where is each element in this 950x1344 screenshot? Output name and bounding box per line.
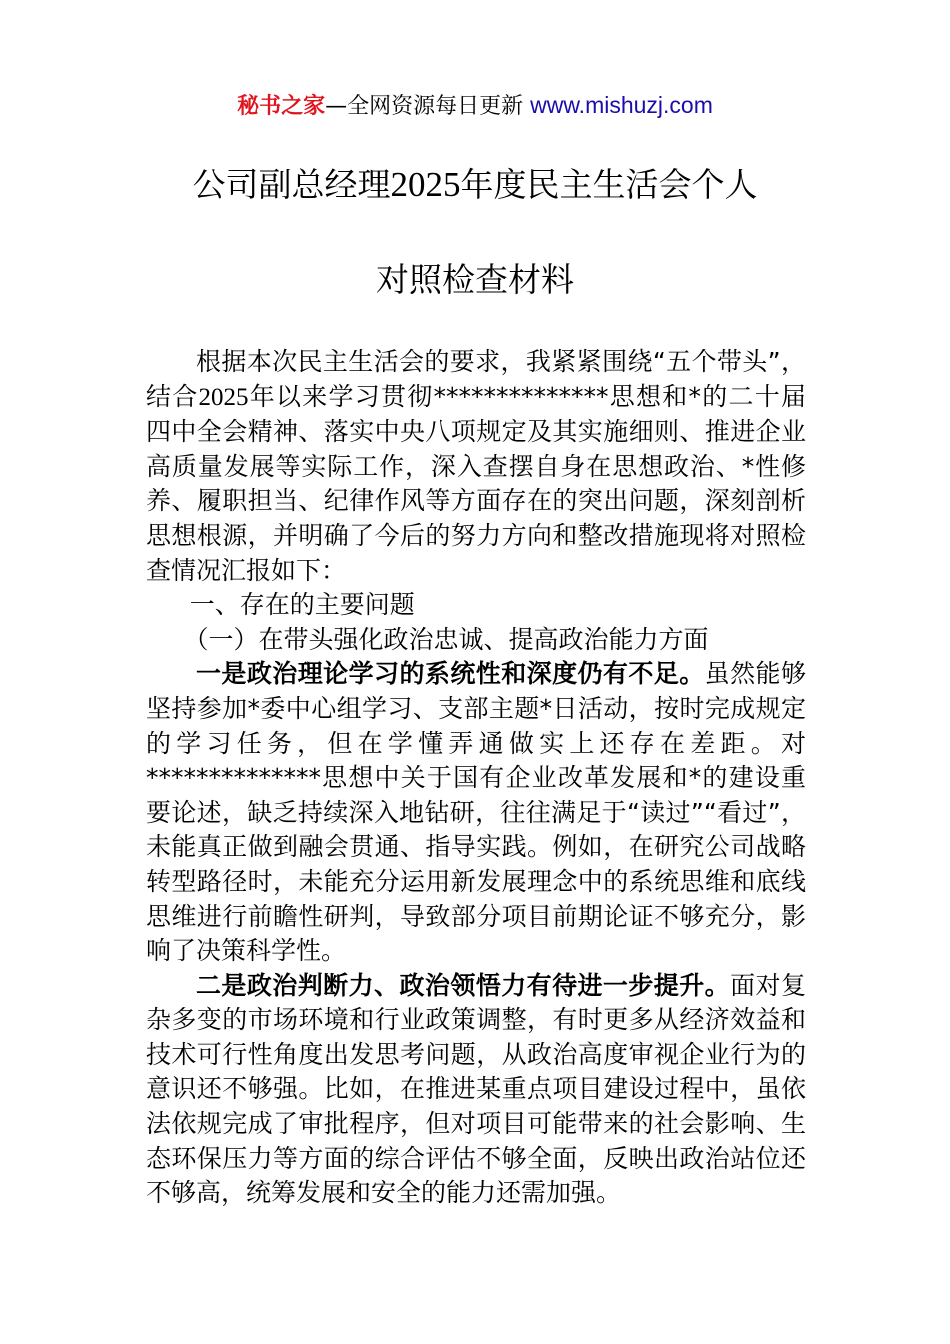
point-2-paragraph <box>146 969 806 1211</box>
site-link[interactable]: www.mishuzj.com <box>530 92 713 118</box>
header-tagline: —全网资源每日更新 <box>325 94 531 119</box>
point-2-lead: 二是政治判断力、政治领悟力有待进一步提升。 <box>196 970 731 1000</box>
document-title-line-2: 对照检查材料 <box>376 260 574 299</box>
intro-year: 2025 <box>198 383 249 411</box>
intro-part-2: 年以来学习贯彻**************思想和*的二十届四中全会精神、落实中央八项规定及其实施细则、推进企业高质量发展等实际工作，深入查摆自身在思想政治、*性修养、履职担当、纪律作风等方面存在的突出问题，深刻剖析思想根源，并明确了今后的努力方向和整改措施现将对照检查情况汇报如下： <box>146 381 806 585</box>
intro-part-1: 根据本次民主生活会的要求，我紧紧围绕“五个带头”，结合 <box>146 347 806 411</box>
title-year: 2025 <box>390 165 461 204</box>
section-heading-1: 一、存在的主要问题 <box>189 590 415 620</box>
site-header <box>0 88 950 124</box>
subsection-heading-1: （一）在带头强化政治忠诚、提高政治能力方面 <box>183 624 709 654</box>
brand-name: 秘书之家 <box>237 94 326 119</box>
title-prefix: 公司副总经理 <box>192 165 391 204</box>
point-1-lead: 一是政治理论学习的系统性和深度仍有不足。 <box>196 659 705 689</box>
point-1-paragraph <box>146 657 806 968</box>
document-title-line-1 <box>0 163 950 207</box>
point-1-text: 虽然能够坚持参加*委中心组学习、支部主题*日活动，按时完成规定的学习任务，但在学懂弄通做实上还存在差距。对**************思想中关于国有企业改革发展和*的建设重要论述，缺乏持续深入地钻研，往往满足于“读过”“看过”，未能真正做到融会贯通、指导实践。例如，在研究公司战略转型路径时，未能充分运用新发展理念中的系统思维和底线思维进行前瞻性研判，导致部分项目前期论证不够充分，影响了决策科学性。 <box>146 659 806 966</box>
intro-paragraph <box>146 345 806 588</box>
point-2-text: 面对复杂多变的市场环境和行业政策调整，有时更多从经济效益和技术可行性角度出发思考问题，从政治高度审视企业行为的意识还不够强。比如，在推进某重点项目建设过程中，虽依法依规完成了审批程序，但对项目可能带来的社会影响、生态环保压力等方面的综合评估不够全面，反映出政治站位还不够高，统筹发展和安全的能力还需加强。 <box>146 970 806 1208</box>
title-suffix: 年度民主生活会个人 <box>460 165 758 204</box>
document-body <box>146 345 806 1211</box>
